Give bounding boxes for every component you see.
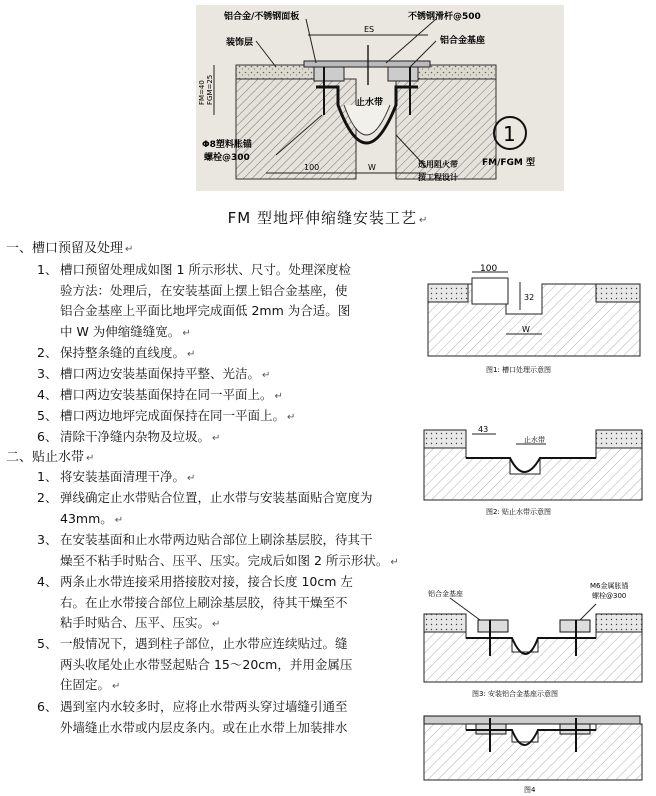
s2-item4-text: 两条止水带连接采用搭接胶对接，接合长度 10cm 左 右。在止水带接合部位上刷涂基层胶，待其干燥至不 粘手时贴合、压平、压实。 ↵ (60, 574, 353, 630)
s2-item5-text: 一般情况下，遇到柱子部位，止水带应连续贴过。缝 两头收尾处止水带竖起贴合 15～20cm，并用金属压 住固定。 ↵ (60, 636, 353, 692)
fig3-label-left: 铝合金基座 (428, 590, 463, 598)
figure-2 (420, 422, 648, 518)
section1-heading: 一、槽口预留及处理 ↵ (6, 241, 134, 256)
figure-3 (420, 578, 648, 700)
s1-item2-num: 2、 (37, 345, 58, 360)
label-type: FM/FGM 型 (482, 158, 536, 168)
s1-item1-text: 槽口预留处理成如图 1 所示形状、尺寸。处理深度检 验方法：处理后，在安装基面上摆上铝合金基座，使 铝合金基座上平面比地坪完成面低 2mm 为合适。图 中 W 为伸缩缝缝宽。 ↵ (60, 262, 351, 339)
s1-item4-num: 4、 (37, 387, 58, 402)
label-bolt: 螺栓@300 (204, 153, 250, 163)
s1-item5-text: 槽口两边地坪完成面保持在同一平面上。 ↵ (60, 408, 296, 423)
label-design: 按工程设计 (418, 173, 458, 182)
fig3-label-right2: 螺栓@300 (592, 592, 627, 600)
fig2-dim: 43 (478, 425, 489, 434)
label-rod: 不锈钢滑杆@500 (408, 12, 481, 22)
s1-item3-num: 3、 (37, 366, 58, 381)
label-dim100: 100 (304, 163, 320, 172)
s2-item3-text: 在安装基面和止水带两边贴合部位上刷涂基层胶，待其干 燥至不粘手时贴合、压平、压实。完成后如图 2 所示形状。 ↵ (60, 532, 399, 568)
s2-item4-num: 4、 (37, 574, 58, 589)
fig3-caption: 图3: 安装铝合金基座示意图 (472, 690, 559, 698)
fig4-caption: 图4 (524, 786, 536, 794)
s2-item6-num: 6、 (37, 699, 58, 714)
s2-item6-text: 遇到室内水较多时，应将止水带两头穿过墙缝引通至 外墙缝止水带或内层皮条内。或在止水带上加装排水 (60, 699, 348, 735)
s1-item6-num: 6、 (37, 429, 58, 444)
page-title: FM 型地坪伸缩缝安装工艺 ↵ (227, 209, 429, 227)
label-fm40: FM=40 (198, 80, 206, 105)
s2-item1-text: 将安装基面清理干净。 ↵ (60, 469, 196, 484)
figure-1 (420, 262, 648, 380)
fig3-label-right1: M6金属胀锚 (590, 582, 629, 590)
s1-item1-num: 1、 (37, 262, 58, 277)
s1-item6-text: 清除干净缝内杂物及垃圾。 ↵ (60, 429, 221, 444)
s2-item5-num: 5、 (37, 636, 58, 651)
fig2-caption: 图2: 贴止水带示意图 (486, 508, 552, 516)
label-panel: 铝合金/不锈钢面板 (224, 12, 300, 22)
label-fgm25: FGM=25 (206, 74, 214, 105)
s1-item4-text: 槽口两边安装基面保持在同一平面上。 ↵ (60, 387, 283, 402)
label-fire: 选用阻火带 (418, 160, 458, 169)
label-circle: 1 (503, 122, 516, 146)
label-finish: 装饰层 (226, 38, 254, 48)
fig1-caption: 图1: 槽口处理示意图 (486, 366, 552, 374)
s2-item3-num: 3、 (37, 532, 58, 547)
section2-heading: 二、贴止水带 ↵ (6, 450, 95, 465)
s1-item2-text: 保持整条缝的直线度。 ↵ (60, 345, 196, 360)
fig1-dim-side: 32 (524, 293, 535, 302)
label-dimW: W (368, 163, 376, 172)
label-es: ES (364, 25, 375, 34)
fig1-dim-w: W (522, 325, 530, 334)
top-figure (196, 5, 564, 191)
s2-item2-text: 弹线确定止水带贴合位置，止水带与安装基面贴合宽度为 43mm。 ↵ (60, 490, 373, 526)
s1-item5-num: 5、 (37, 408, 58, 423)
figure-4 (420, 708, 648, 796)
s1-item3-text: 槽口两边安装基面保持平整、光洁。 ↵ (60, 366, 271, 381)
label-base: 铝合金基座 (440, 36, 486, 46)
fig2-label: 止水带 (524, 436, 545, 444)
label-anchor: Φ8塑料胀锚 (202, 140, 252, 150)
s2-item1-num: 1、 (37, 469, 58, 484)
s2-item2-num: 2、 (37, 490, 58, 505)
fig1-dim-top: 100 (480, 264, 498, 274)
page-title-text: FM 型地坪伸缩缝安装工艺 (227, 209, 417, 227)
label-waterstop: 止水带 (356, 98, 384, 108)
